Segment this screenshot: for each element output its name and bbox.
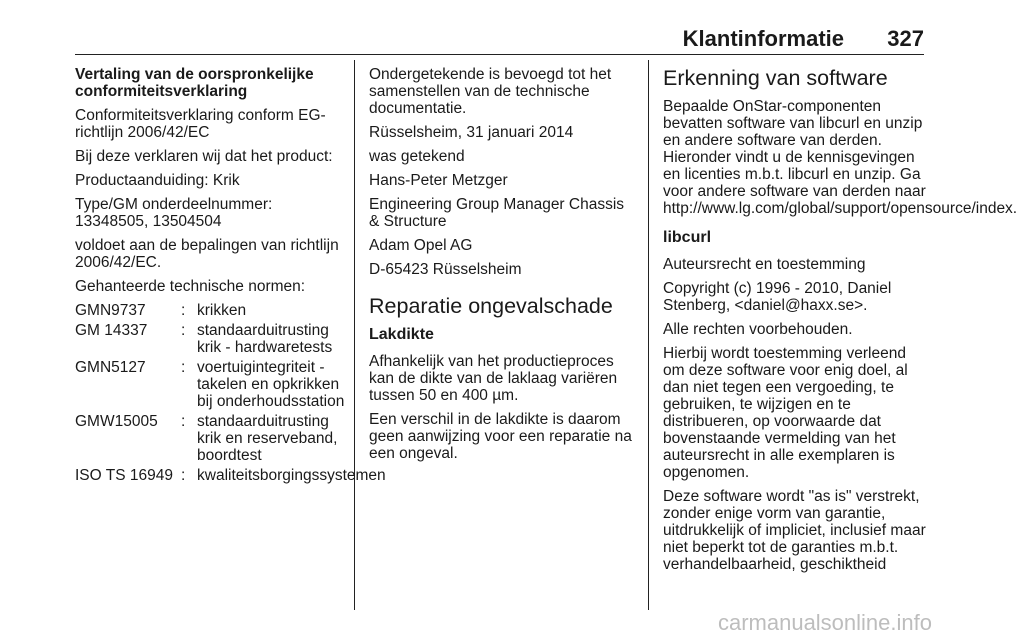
- norm-description: standaarduitrusting krik - hardwaretests: [197, 322, 333, 356]
- paragraph: Productaanduiding: Krik: [75, 172, 240, 189]
- norm-separator: :: [181, 302, 186, 319]
- paragraph: voldoet aan de bepalingen van richtlijn 2006/42/EC.: [75, 237, 339, 271]
- paragraph: Copyright (c) 1996 - 2010, Daniel Stenberg, <daniel@haxx.se>.: [663, 280, 892, 314]
- norm-row: [75, 467, 386, 484]
- norm-code: GMN5127: [75, 359, 146, 376]
- paragraph: Auteursrecht en toestemming: [663, 256, 866, 273]
- norm-description: standaarduitrusting krik en reserveband, boordtest: [197, 413, 338, 464]
- column-divider: [354, 60, 355, 610]
- paragraph: was getekend: [369, 148, 465, 165]
- paragraph: Bepaalde OnStar-componenten bevatten software van libcurl en unzip en andere software van derden. Hieronder vindt u de kennisgevingen en licenties m.b.t. libcurl en unzip. Ga voor andere software van derden naar http://www.lg.com/global/support/opensource/index.: [663, 98, 1017, 217]
- column-left: [75, 66, 386, 487]
- norm-separator: :: [181, 359, 186, 376]
- paragraph: Bij deze verklaren wij dat het product:: [75, 148, 333, 165]
- norms-table: [75, 302, 386, 484]
- norm-separator: :: [181, 322, 186, 339]
- paragraph: Conformiteitsverklaring conform EG-richtlijn 2006/42/EC: [75, 107, 326, 141]
- norm-description: kwaliteitsborgingssystemen: [197, 467, 386, 484]
- norm-row: [75, 302, 345, 319]
- paragraph: Alle rechten voorbehouden.: [663, 321, 853, 338]
- paragraph: Rüsselsheim, 31 januari 2014: [369, 124, 574, 141]
- page-title: Klantinformatie: [682, 26, 844, 51]
- paragraph: Type/GM onderdeelnummer: 13348505, 13504504: [75, 196, 273, 230]
- paragraph: Een verschil in de lakdikte is daarom geen aanwijzing voor een reparatie na een ongeval.: [369, 411, 632, 462]
- section-title-repair: Reparatie ongevalschade: [369, 294, 613, 318]
- norm-description: voertuigintegriteit - takelen en opkrikken bij onderhoudsstation: [197, 359, 345, 410]
- norm-row: [75, 322, 345, 356]
- paragraph: Deze software wordt "as is" verstrekt, zonder enige vorm van garantie, uitdrukkelijk of impliciet, inclusief maar niet beperkt tot de garanties m.b.t. verhandelbaarheid, geschiktheid: [663, 488, 926, 573]
- paragraph: Afhankelijk van het productieproces kan de dikte van de laklaag variëren tussen 50 en 400 µm.: [369, 353, 618, 404]
- paragraph: Engineering Group Manager Chassis & Structure: [369, 196, 625, 230]
- paragraph: Hierbij wordt toestemming verleend om deze software voor enig doel, al dan niet tegen een vergoeding, te gebruiken, te wijzigen en te distribueren, op voorwaarde dat bovenstaande vermelding van het auteursrecht in alle exemplaren is opgenomen.: [663, 345, 908, 481]
- page-number: 327: [887, 26, 924, 51]
- norm-description: krikken: [197, 302, 247, 319]
- declaration-heading: Vertaling van de oorspronkelijke conformiteitsverklaring: [75, 66, 314, 100]
- norm-code: GMW15005: [75, 413, 158, 430]
- paragraph: Gehanteerde technische normen:: [75, 278, 306, 295]
- column-middle: [369, 66, 634, 469]
- paragraph: Adam Opel AG: [369, 237, 473, 254]
- watermark: carmanualsonline.info: [717, 610, 932, 635]
- norm-row: [75, 413, 345, 464]
- column-right: [663, 66, 1017, 580]
- norm-separator: :: [181, 467, 186, 484]
- paragraph: Hans-Peter Metzger: [369, 172, 508, 189]
- norm-row: [75, 359, 345, 410]
- paragraph: Ondergetekende is bevoegd tot het samenstellen van de technische documentatie.: [369, 66, 612, 117]
- subheading-paint-thickness: Lakdikte: [369, 326, 434, 343]
- subheading-libcurl: libcurl: [663, 229, 712, 246]
- norm-code: GMN9737: [75, 302, 146, 319]
- paragraph: D-65423 Rüsselsheim: [369, 261, 522, 278]
- section-title-software: Erkenning van software: [663, 66, 888, 90]
- norm-code: ISO TS 16949: [75, 467, 173, 484]
- norm-code: GM 14337: [75, 322, 148, 339]
- column-divider: [648, 60, 649, 610]
- page-header: [75, 24, 924, 55]
- norm-separator: :: [181, 413, 186, 430]
